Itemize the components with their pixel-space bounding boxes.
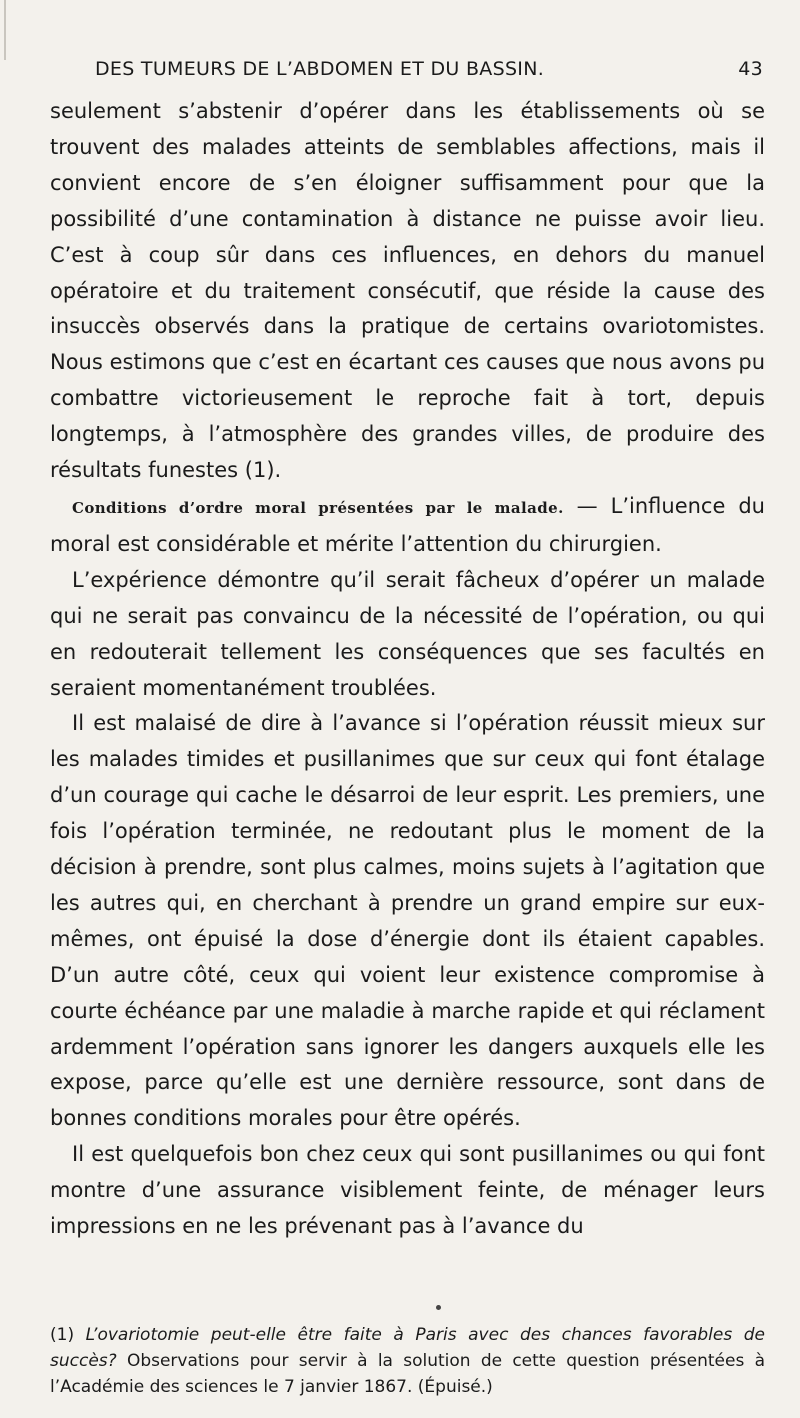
footnote: [50, 1322, 765, 1400]
page-number: 43: [738, 58, 763, 80]
paragraph-2-text: — L’influence du moral est considérable et mérite l’attention du chirurgien.: [50, 493, 765, 556]
body-text: [50, 94, 765, 1245]
paragraph-3: L’expérience démontre qu’il serait fâcheux d’opérer un malade qui ne serait pas convaincu de la nécessité de l’opération, ou qui en redouterait tellement les conséquences que ses facultés en seraient momentanément troublées.: [50, 567, 765, 700]
footnote-marker: (1): [50, 1325, 86, 1345]
footnote-text: Observations pour servir à la solution de cette question présentées à l’Académie des sciences le 7 janvier 1867. (Épuisé.): [50, 1351, 765, 1397]
running-head: [95, 58, 763, 86]
paragraph-1: seulement s’abstenir d’opérer dans les établissements où se trouvent des malades atteints de semblables affections, mais il convient encore de s’en éloigner suffisamment pour que la possibilité d’une contamination à distance ne puisse avoir lieu. C’est à coup sûr dans ces influences, en dehors du manuel opératoire et du traitement consécutif, que réside la cause des insuccès observés dans la pratique de certains ovariotomistes. Nous estimons que c’est en écartant ces causes que nous avons pu combattre victorieusement le reproche fait à tort, depuis longtemps, à l’atmosphère des grandes villes, de produire des résultats funestes (1).: [50, 99, 765, 483]
footnote-1: [50, 1322, 765, 1400]
page-edge-shadow: [4, 0, 6, 60]
paragraph-5: Il est quelquefois bon chez ceux qui sont pusillanimes ou qui font montre d’une assurance visiblement feinte, de ménager leurs impressions en ne les prévenant pas à l’avance du: [50, 1142, 765, 1239]
running-title: DES TUMEURS DE L’ABDOMEN ET DU BASSIN.: [95, 58, 545, 80]
footnote-title: L’ovariotomie peut-elle être faite à Paris avec des chances favorables de succès?: [50, 1325, 766, 1371]
section-run-in-heading: Conditions d’ordre moral présentées par le malade.: [72, 498, 564, 517]
ink-dot: [436, 1305, 441, 1310]
paragraph-4: Il est malaisé de dire à l’avance si l’opération réussit mieux sur les malades timides et pusillanimes que sur ceux qui font étalage d’un courage qui cache le désarroi de leur esprit. Les premiers, une fois l’opération terminée, ne redoutant plus le moment de la décision à prendre, sont plus calmes, moins sujets à l’agitation que les autres qui, en cherchant à prendre un grand empire sur eux-mêmes, ont épuisé la dose d’énergie dont ils étaient capables. D’un autre côté, ceux qui voient leur existence compromise à courte échéance par une maladie à marche rapide et qui réclament ardemment l’opération sans ignorer les dangers auxquels elle les expose, parce qu’elle est une dernière ressource, sont dans de bonnes conditions morales pour être opérés.: [50, 711, 765, 1131]
paragraph-2: [50, 489, 765, 563]
